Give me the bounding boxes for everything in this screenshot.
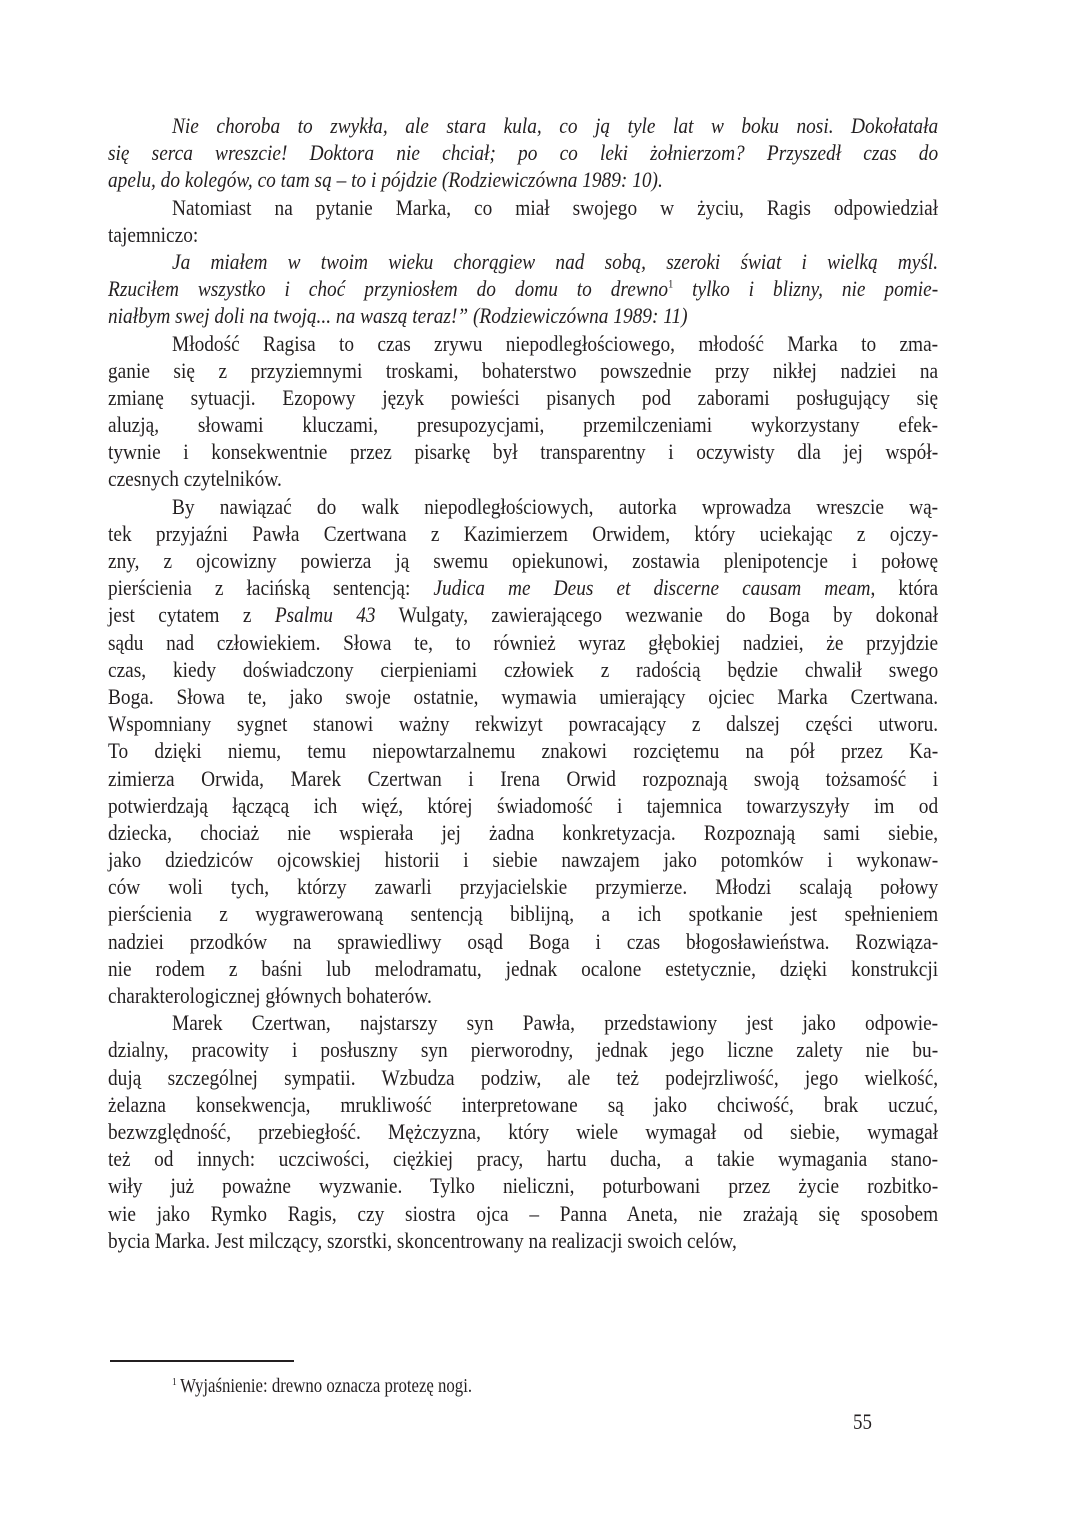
text-line: dziecka, chociaż nie wspierała jej żadna konkretyzacja. Rozpoznają sami siebie, xyxy=(108,819,939,845)
paragraph xyxy=(108,493,938,1010)
text-line: ganie się z przyziemnymi troskami, bohaterstwo powszednie przy nikłej nadziei na xyxy=(108,357,939,383)
text-line: To dzięki niemu, temu niepowtarzalnemu znakowi rozciętemu na pół przez Ka- xyxy=(108,738,939,764)
text-line: się serca wreszcie! Doktora nie chciał; po co leki żołnierzom? Przyszedł czas do xyxy=(108,140,939,166)
text-line: Młodość Ragisa to czas zrywu niepodległościowego, młodość Marka to zma- xyxy=(172,330,939,356)
text-line: zimierza Orwida, Marek Czertwan i Irena Orwid rozpoznają swoją tożsamość i xyxy=(108,765,939,791)
footnote-text: Wyjaśnienie: drewno oznacza protezę nogi. xyxy=(180,1376,473,1397)
text-line: nie rodem z baśni lub melodramatu, jednak ocalone estetycznie, dzięki konstrukcji xyxy=(108,955,939,981)
italic-title: Judica me Deus et discerne causam meam xyxy=(433,575,871,601)
text-line: sądu nad człowiekiem. Słowa te, to również wyraz głębokiej nadziei, że przyjdzie xyxy=(108,629,939,655)
text-line: pierścienia z wygrawerowaną sentencją biblijną, a ich spotkanie jest spełnieniem xyxy=(108,901,939,927)
text-line xyxy=(108,275,938,302)
text-line: Nie choroba to zwykła, ale stara kula, co ją tyle lat w boku nosi. Dokołatała xyxy=(172,113,939,138)
text-run: , która xyxy=(870,575,939,601)
text-line: zny, z ojcowizny powierza ją swemu opiekunowi, zostawia plenipotencje i połowę xyxy=(108,548,939,573)
italic-title: Psalmu 43 xyxy=(274,602,376,628)
text-run: tylko i blizny, nie pomie- xyxy=(673,276,939,302)
text-line xyxy=(108,601,938,628)
text-line: Natomiast na pytanie Marka, co miał swojego w życiu, Ragis odpowiedział xyxy=(172,194,939,220)
text-line: Boga. Słowa te, jako swoje ostatnie, wymawia umierający ojciec Marka Czertwana. xyxy=(108,683,939,709)
text-line: By nawiązać do walk niepodległościowych, autorka wprowadza wreszcie wą- xyxy=(172,493,939,519)
text-line: tek przyjaźni Pawła Czertwana z Kazimierzem Orwidem, który uciekając z ojczy- xyxy=(108,520,939,546)
footnote-marker: 1 xyxy=(172,1375,177,1388)
paragraph xyxy=(108,194,938,248)
footnote-reference[interactable]: 1 xyxy=(668,276,674,291)
text-line: dują szczególnej sympatii. Wzbudza podziw, ale też podejrzliwość, jego wielkość, xyxy=(108,1064,939,1090)
text-line: nadziei przodków na sprawiedliwy osąd Boga i czas błogosławieństwa. Rozwiąza- xyxy=(108,928,939,954)
text-line: charakterologicznej głównych bohaterów. xyxy=(108,983,432,1008)
text-line: Wspomniany sygnet stanowi ważny rekwizyt powracający z dalszej części utworu. xyxy=(108,711,939,737)
text-line: też od innych: uczciwości, ciężkiej pracy, hartu ducha, a takie wymagania stano- xyxy=(108,1146,939,1172)
page-number-text: 55 xyxy=(853,1409,872,1434)
text-line: wiły już poważne wyzwanie. Tylko nieliczni, poturbowani przez życie rozbitko- xyxy=(108,1173,939,1199)
main-text xyxy=(108,112,938,1254)
text-line: dzialny, pracowity i posłuszny syn pierworodny, jednak jego liczne zalety nie bu- xyxy=(108,1037,939,1063)
text-line: ców woli tych, którzy zawarli przyjacielskie przymierze. Młodzi scalają połowy xyxy=(108,874,939,900)
text-line: aluzją, słowami kluczami, presupozycjami, przemilczeniami wykorzystany efek- xyxy=(108,412,939,438)
text-line: czesnych czytelników. xyxy=(108,466,282,492)
paragraph xyxy=(108,330,938,493)
paragraph xyxy=(108,1009,938,1254)
text-line: bezwzględność, przebiegłość. Mężczyzna, który wiele wymagał od siebie, wymagał xyxy=(108,1118,939,1144)
text-line: niałbym swej doli na twoją... na waszą teraz!” (Rodziewiczówna 1989: 11) xyxy=(108,303,688,329)
text-line: czas, kiedy doświadczony cierpieniami człowiek z radością będzie chwalił swego xyxy=(108,656,939,682)
text-line: tywnie i konsekwentnie przez pisarkę był transparentny i oczywisty dla jej współ- xyxy=(108,439,939,465)
text-run: Rzuciłem wszystko i choć przyniosłem do domu to drewno xyxy=(108,276,669,302)
footnote xyxy=(172,1375,521,1399)
text-line: wie jako Rymko Ragis, czy siostra ojca – Panna Aneta, nie zrażają się sposobem xyxy=(108,1200,939,1226)
page-number xyxy=(853,1409,875,1435)
text-line: żelazna konsekwencja, mrukliwość interpretowane są jako chciwość, brak uczuć, xyxy=(108,1091,939,1117)
text-line: tajemniczo: xyxy=(108,221,199,247)
text-line: Marek Czertwan, najstarszy syn Pawła, przedstawiony jest jako odpowie- xyxy=(172,1010,939,1036)
text-line: zmianę sytuacji. Ezopowy język powieści pisanych pod zaborami posługujący się xyxy=(108,384,939,410)
text-line: apelu, do kolegów, co tam są – to i pójdzie (Rodziewiczówna 1989: 10). xyxy=(108,167,663,193)
text-run: jest cytatem z xyxy=(108,602,275,628)
text-line: bycia Marka. Jest milczący, szorstki, skoncentrowany na realizacji swoich celów, xyxy=(108,1227,737,1253)
footnote-content xyxy=(172,1375,472,1399)
text-line: jako dziedziców ojcowskiej historii i siebie nawzajem jako potomków i wykonaw- xyxy=(108,847,939,873)
text-run: pierścienia z łacińską sentencją: xyxy=(108,575,434,601)
text-line: potwierdzają łączącą ich więź, której świadomość i tajemnica towarzyszyły im od xyxy=(108,792,939,818)
text-line: Ja miałem w twoim wieku chorągiew nad sobą, szeroki świat i wielką myśl. xyxy=(172,248,939,274)
block-quote xyxy=(108,112,938,194)
text-line xyxy=(108,574,938,601)
block-quote xyxy=(108,248,938,330)
text-run: Wulgaty, zawierającego wezwanie do Boga by dokonał xyxy=(375,602,939,628)
footnote-separator xyxy=(110,1360,294,1362)
